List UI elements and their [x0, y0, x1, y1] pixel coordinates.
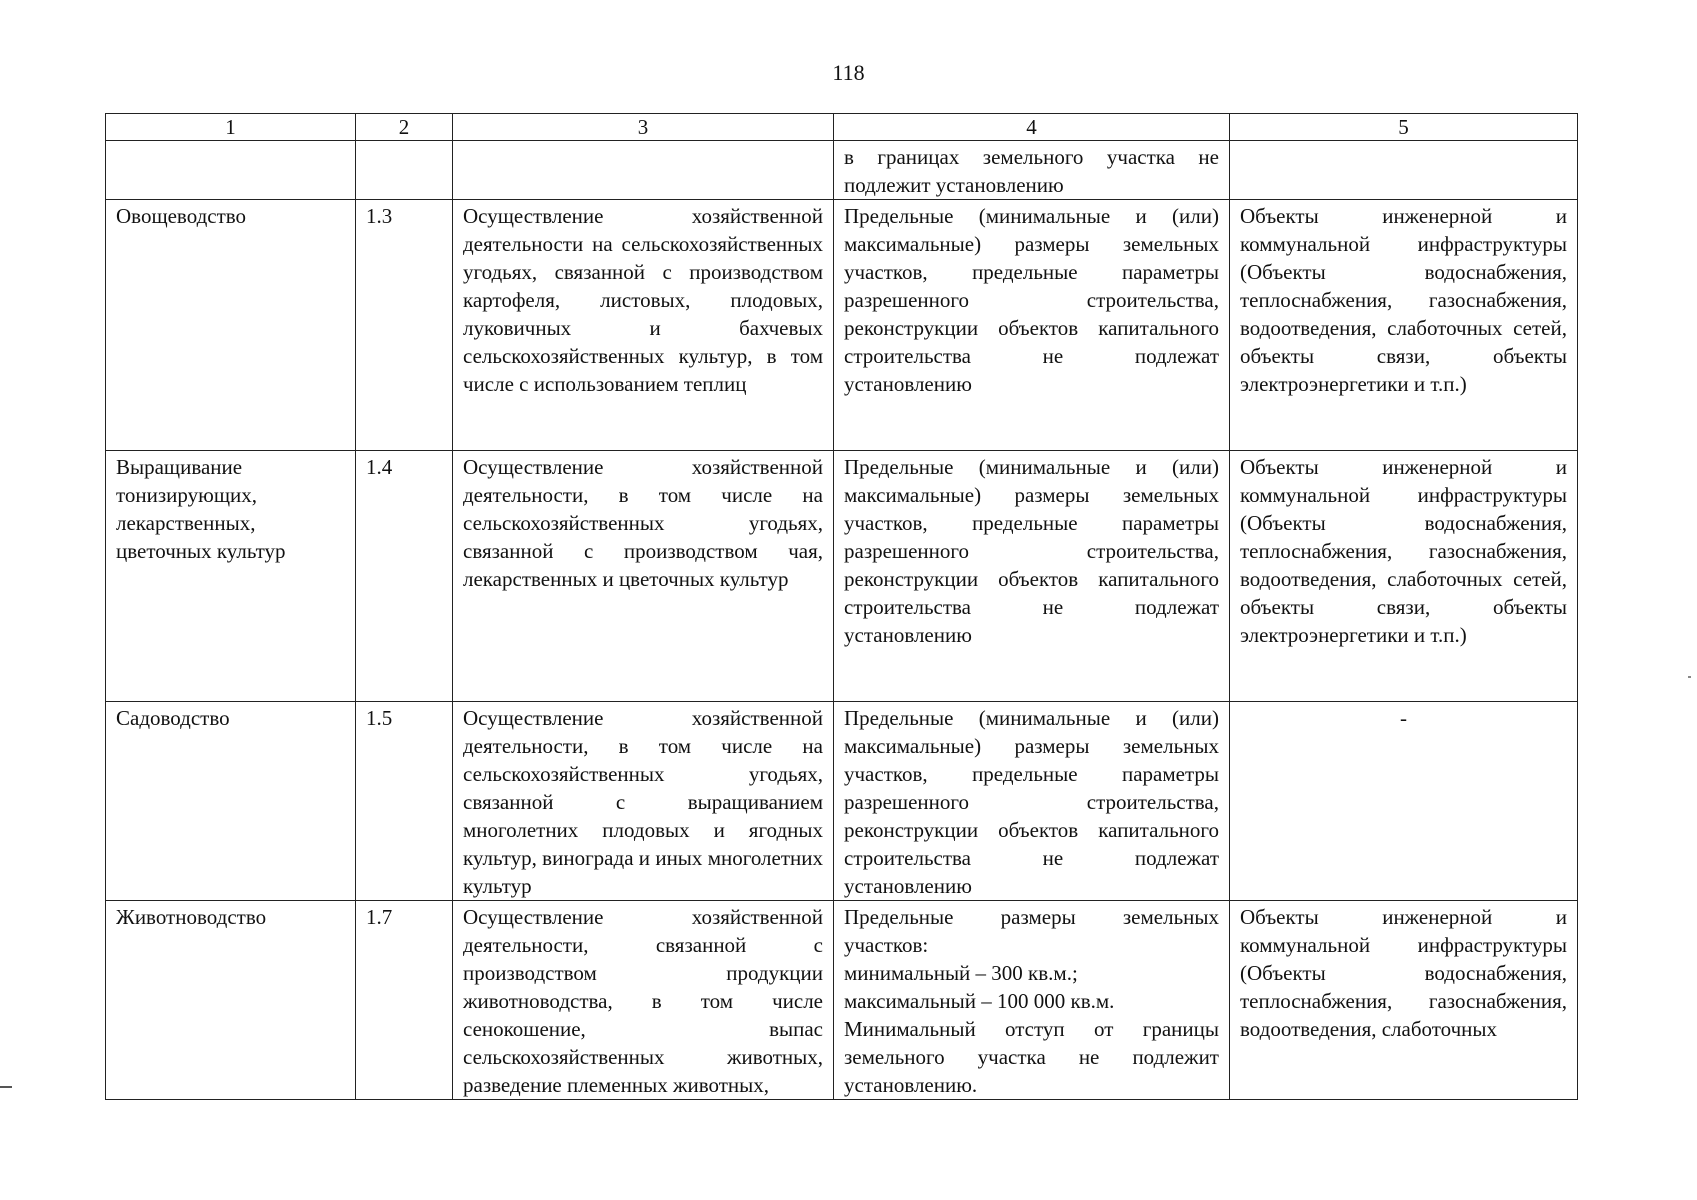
column-header-5: 5 — [1230, 114, 1578, 141]
use-code-cell: 1.5 — [356, 702, 453, 901]
use-description-cell: Осуществление хозяйственной деятельности, в том числе на сельскохозяйственных угодьях, связанной с производством чая, лекарственных и цветочных культур — [453, 451, 834, 702]
column-header-3: 3 — [453, 114, 834, 141]
table-row — [106, 702, 1578, 901]
use-name-cell: Садоводство — [106, 702, 356, 901]
table-row — [106, 451, 1578, 702]
parameters-cell: Предельные (минимальные и (или) максимальные) размеры земельных участков, предельные параметры разрешенного строительства, реконструкции объектов капитального строительства не подлежат установлению — [834, 702, 1230, 901]
use-code-cell: 1.7 — [356, 901, 453, 1100]
use-code-cell: 1.4 — [356, 451, 453, 702]
table-row — [106, 200, 1578, 451]
header-row — [106, 114, 1578, 141]
use-code-cell — [356, 141, 453, 200]
column-header-1: 1 — [106, 114, 356, 141]
use-description-cell — [453, 141, 834, 200]
table-row — [106, 901, 1578, 1100]
use-description-cell: Осуществление хозяйственной деятельности, в том числе на сельскохозяйственных угодьях, связанной с выращиванием многолетних плодовых и ягодных культур, винограда и иных многолетних культур — [453, 702, 834, 901]
scan-speck — [1688, 676, 1691, 678]
column-header-4: 4 — [834, 114, 1230, 141]
objects-cell: - — [1230, 702, 1578, 901]
parameters-cell: Предельные (минимальные и (или) максимальные) размеры земельных участков, предельные параметры разрешенного строительства, реконструкции объектов капитального строительства не подлежат установлению — [834, 451, 1230, 702]
use-description-cell: Осуществление хозяйственной деятельности на сельскохозяйственных угодьях, связанной с производством картофеля, листовых, плодовых, луковичных и бахчевых сельскохозяйственных культур, в том числе с использованием теплиц — [453, 200, 834, 451]
use-name-cell: Овощеводство — [106, 200, 356, 451]
objects-cell — [1230, 141, 1578, 200]
page-number: 118 — [832, 60, 865, 85]
land-use-table — [105, 113, 1578, 1100]
use-description-cell: Осуществление хозяйственной деятельности, связанной с производством продукции животноводства, в том числе сенокошение, выпас сельскохозяйственных животных, разведение племенных животных, — [453, 901, 834, 1100]
use-code-cell: 1.3 — [356, 200, 453, 451]
table-row — [106, 141, 1578, 200]
use-name-cell: Животноводство — [106, 901, 356, 1100]
use-name-cell — [106, 141, 356, 200]
parameters-cell: Предельные (минимальные и (или) максимальные) размеры земельных участков, предельные параметры разрешенного строительства, реконструкции объектов капитального строительства не подлежат установлению — [834, 200, 1230, 451]
objects-cell: Объекты инженерной и коммунальной инфраструктуры (Объекты водоснабжения, теплоснабжения, газоснабжения, водоотведения, слаботочных сетей, объекты связи, объекты электроэнергетики и т.п.) — [1230, 451, 1578, 702]
use-name-cell: Выращивание тонизирующих, лекарственных, цветочных культур — [106, 451, 356, 702]
objects-cell: Объекты инженерной и коммунальной инфраструктуры (Объекты водоснабжения, теплоснабжения, газоснабжения, водоотведения, слаботочных сетей, объекты связи, объекты электроэнергетики и т.п.) — [1230, 200, 1578, 451]
scan-margin-mark — [0, 1086, 12, 1088]
parameters-cell: Предельные размеры земельных участков: минимальный – 300 кв.м.; максимальный – 100 000 кв.м. Минимальный отступ от границы земельного участка не подлежит установлению. — [834, 901, 1230, 1100]
objects-cell: Объекты инженерной и коммунальной инфраструктуры (Объекты водоснабжения, теплоснабжения, газоснабжения, водоотведения, слаботочных — [1230, 901, 1578, 1100]
column-header-2: 2 — [356, 114, 453, 141]
parameters-cell: в границах земельного участка не подлежит установлению — [834, 141, 1230, 200]
